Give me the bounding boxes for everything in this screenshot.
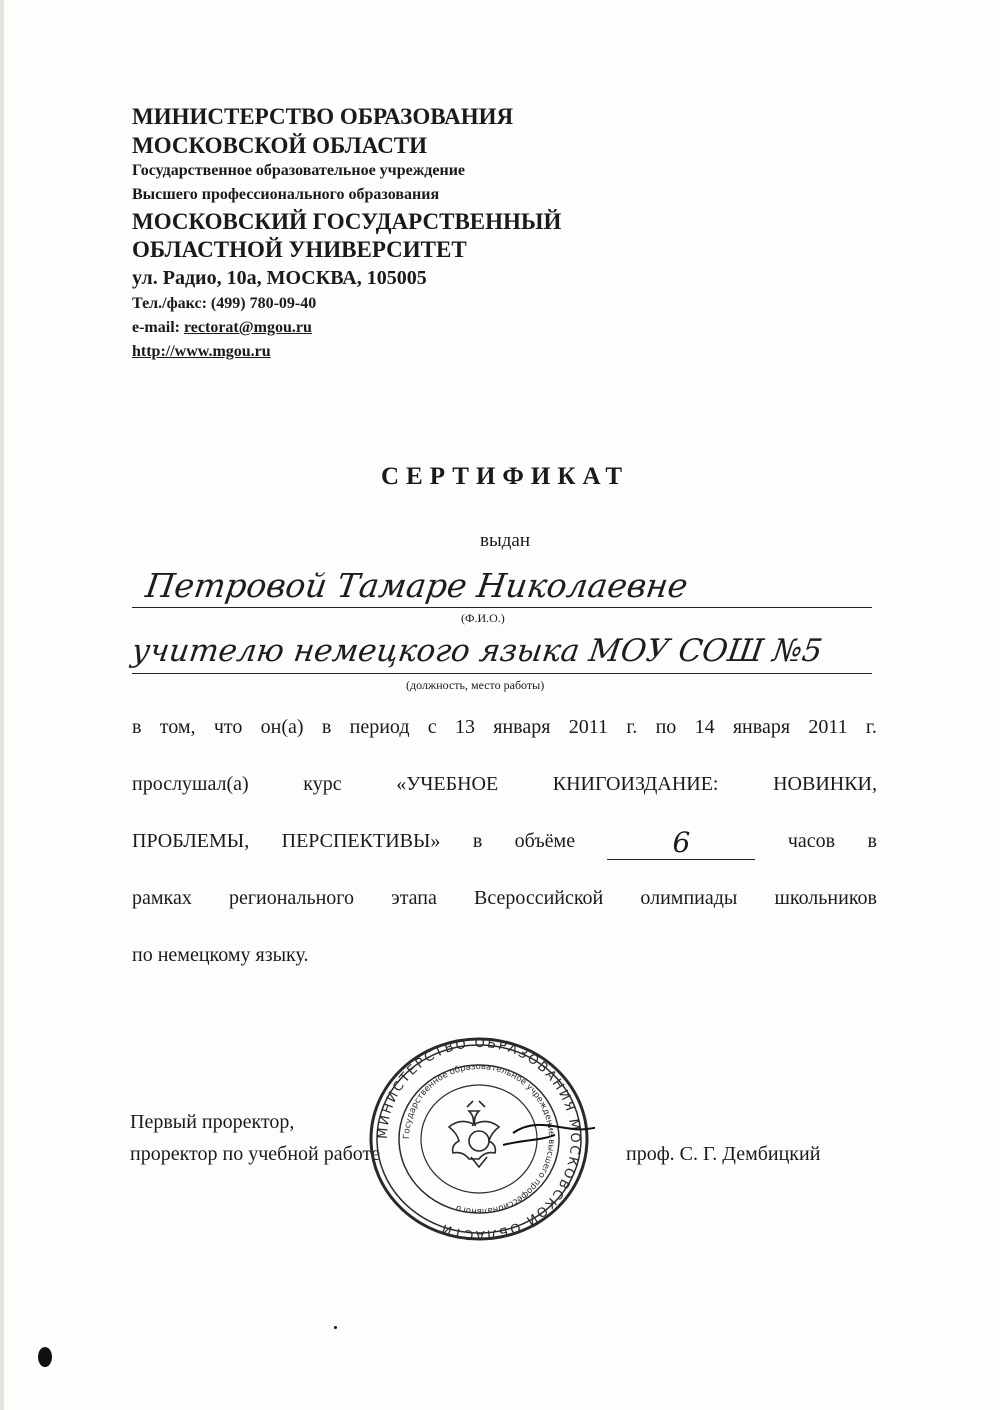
university-line-2: ОБЛАСТНОЙ УНИВЕРСИТЕТ [132, 237, 467, 262]
course-title-part-4: ПРОБЛЕМЫ, [132, 830, 250, 852]
position-handwritten: учителю немецкого языка МОУ СОШ №5 [129, 633, 825, 669]
course-title-part-1: «УЧЕБНОЕ [396, 773, 499, 795]
w6: период [349, 716, 410, 738]
ministry-line-2: МОСКОВСКОЙ ОБЛАСТИ [132, 133, 428, 158]
w1: в [132, 716, 142, 738]
ministry-line-1: МИНИСТЕРСТВО ОБРАЗОВАНИЯ [132, 104, 514, 129]
w3: этапа [391, 887, 437, 909]
w-volume: объёме [514, 830, 576, 852]
official-seal-icon [363, 1033, 595, 1245]
issued-label: выдан [479, 530, 530, 551]
scan-speck [334, 1326, 337, 1329]
scan-edge [0, 0, 4, 1410]
start-month: января [493, 716, 551, 738]
email-row [132, 320, 312, 336]
name-caption: (Ф.И.О.) [461, 611, 505, 625]
w2: том, [159, 716, 196, 738]
w5: олимпиады [640, 887, 738, 909]
w1: прослушал(а) [132, 773, 249, 795]
email-link[interactable]: rectorat@mgou.ru [183, 319, 312, 336]
institution-type-line-2: Высшего профессионального образования [132, 186, 440, 203]
w4: Всероссийской [473, 887, 604, 909]
email-label: e-mail: [132, 319, 180, 336]
recipient-name-line [132, 607, 872, 608]
w-hours: часов [787, 830, 836, 852]
website-link[interactable]: http://www.mgou.ru [132, 343, 271, 360]
body-line-4 [132, 887, 877, 910]
course-title-part-5: ПЕРСПЕКТИВЫ» [281, 830, 441, 852]
signer-position-2: проректор по учебной работе [130, 1143, 381, 1165]
w2: курс [303, 773, 342, 795]
w12: по [655, 716, 677, 738]
body-line-3 [132, 826, 877, 864]
hours-field [607, 826, 755, 860]
position-caption: (должность, место работы) [406, 678, 545, 692]
recipient-name-handwritten: Петровой Тамаре Николаевне [143, 566, 691, 605]
hours-handwritten: 6 [672, 826, 691, 859]
w-v: в [472, 830, 483, 852]
w16: г. [865, 716, 877, 738]
certificate-title: СЕРТИФИКАТ [380, 463, 629, 490]
w4: он(а) [260, 716, 304, 738]
course-title-part-2: КНИГОИЗДАНИЕ: [552, 773, 719, 795]
end-year: 2011 [808, 716, 848, 738]
w-v2: в [867, 830, 877, 852]
body-line-2 [132, 773, 877, 796]
w11: г. [626, 716, 638, 738]
university-line-1: МОСКОВСКИЙ ГОСУДАРСТВЕННЫЙ [132, 209, 562, 234]
position-line [132, 673, 872, 674]
end-month: января [732, 716, 791, 738]
start-year: 2011 [568, 716, 609, 738]
w5: в [321, 716, 332, 738]
end-day: 14 [694, 716, 715, 738]
scan-speck [38, 1347, 52, 1367]
address: ул. Радио, 10а, МОСКВА, 105005 [132, 267, 427, 289]
w2: регионального [228, 887, 354, 909]
w7: с [427, 716, 437, 738]
w3: что [213, 716, 243, 738]
body-line-1 [132, 716, 877, 739]
body-line-5: по немецкому языку. [132, 944, 309, 966]
course-title-part-3: НОВИНКИ, [773, 773, 877, 795]
institution-type-line-1: Государственное образовательное учреждение [132, 162, 466, 179]
svg-text:МИНИСТЕРСТВО ОБРАЗОВАНИЯ МОСКО: МИНИСТЕРСТВО ОБРАЗОВАНИЯ МОСКОВСКОЙ ОБЛАСТИ [375, 1035, 583, 1243]
phone: Тел./факс: (499) 780-09-40 [132, 295, 317, 312]
svg-text:Государственное образовательно: Государственное образовательное учреждение высшего профессионального [401, 1061, 557, 1217]
w6: школьников [774, 887, 877, 909]
start-day: 13 [454, 716, 475, 738]
w1: рамках [132, 887, 192, 909]
signer-position-1: Первый проректор, [130, 1111, 295, 1133]
signatory-name: проф. С. Г. Дембицкий [626, 1143, 821, 1165]
